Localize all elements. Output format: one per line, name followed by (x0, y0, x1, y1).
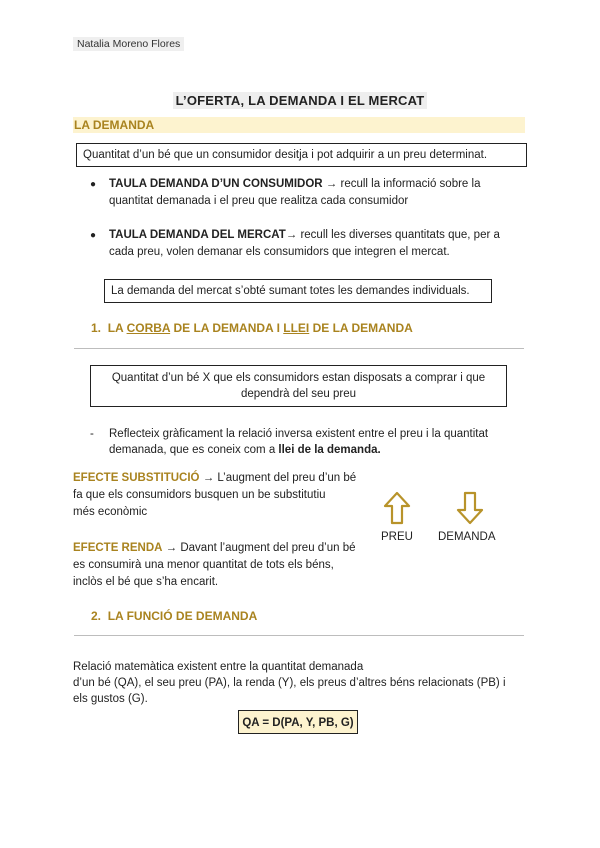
arrow-down-outline-icon (456, 491, 484, 525)
definition-box: Quantitat d’un bé que un consumidor desitja i pot adquirir a un preu determinat. (76, 143, 527, 167)
relacio-line: els gustos (G). (73, 693, 148, 705)
heading-part: DE LA DEMANDA (309, 321, 413, 335)
heading-corba (91, 321, 413, 335)
bullet-text: → recull la informació sobre la (322, 178, 481, 190)
bullet-dot-icon: ● (90, 179, 97, 190)
heading-number: 2. (91, 609, 102, 623)
author-name: Natalia Moreno Flores (73, 37, 184, 51)
formula-box: QA = D(PA, Y, PB, G) (238, 710, 358, 734)
bullet-text: quantitat demanada i el preu que realitza cada consumidor (109, 195, 409, 207)
heading-part: LA FUNCIÓ DE DEMANDA (107, 609, 258, 623)
definition2-box (90, 365, 507, 407)
efecte-text: → Davant l’augment del preu d’un bé (162, 542, 356, 554)
relacio-paragraph (73, 659, 533, 707)
bullet-bold: TAULA DEMANDA D’UN CONSUMIDOR (109, 178, 323, 190)
heading-number: 1. (91, 321, 102, 335)
relacio-line: Relació matemàtica existent entre la quantitat demanada (73, 661, 364, 673)
page-title-text: L’OFERTA, LA DEMANDA I EL MERCAT (173, 92, 428, 109)
heading-underlined: LLEI (283, 321, 310, 335)
dash-text: Reflecteix gràficament la relació inversa existent entre el preu i la quantitat (109, 428, 489, 440)
bullet-dot-icon: ● (90, 230, 97, 241)
dash-text: demanada, que es coneix com a (109, 444, 279, 456)
definition2-line: Quantitat d’un bé X que els consumidors estan disposats a comprar i que (111, 372, 486, 384)
arrow-down-label: DEMANDA (438, 531, 496, 543)
bullet-text: → recull les diverses quantitats que, per a (285, 229, 500, 241)
efecte-renda (73, 540, 365, 591)
bullet-text: cada preu, volen demanar els consumidors que integren el mercat. (109, 246, 450, 258)
definition2-line: dependrà del seu preu (240, 388, 357, 400)
dash-bold: llei de la demanda. (278, 444, 381, 456)
arrow-up-outline-icon (383, 491, 411, 525)
efecte-text: → L’augment del preu d’un bé (199, 472, 357, 484)
heading-funcio (91, 609, 257, 623)
heading-part: DE LA DEMANDA I (170, 321, 284, 335)
efecte-text: es consumirà una menor quantitat de tots els béns, (73, 559, 334, 571)
divider (74, 348, 524, 349)
efecte-text: inclòs el bé que s’ha encarit. (73, 576, 219, 588)
section-heading: LA DEMANDA (73, 117, 525, 133)
efecte-text: fa que els consumidors busquen un be substitutiu (73, 489, 326, 501)
dash-icon: - (90, 428, 94, 440)
arrow-up-label: PREU (381, 531, 413, 543)
efecte-text: més econòmic (73, 506, 148, 518)
bullet-bold: TAULA DEMANDA DEL MERCAT (109, 229, 286, 241)
market-sum-box: La demanda del mercat s’obté sumant totes les demandes individuals. (104, 279, 492, 303)
efecte-label: EFECTE RENDA (73, 542, 163, 554)
efecte-substitucio (73, 470, 365, 521)
heading-part: LA (107, 321, 127, 335)
heading-underlined: CORBA (126, 321, 171, 335)
page-title (0, 93, 600, 108)
divider (74, 635, 524, 636)
efecte-label: EFECTE SUBSTITUCIÓ (73, 472, 200, 484)
relacio-line: d’un bé (QA), el seu preu (PA), la renda (Y), els preus d’altres béns relacionats (PB) i (73, 677, 506, 689)
